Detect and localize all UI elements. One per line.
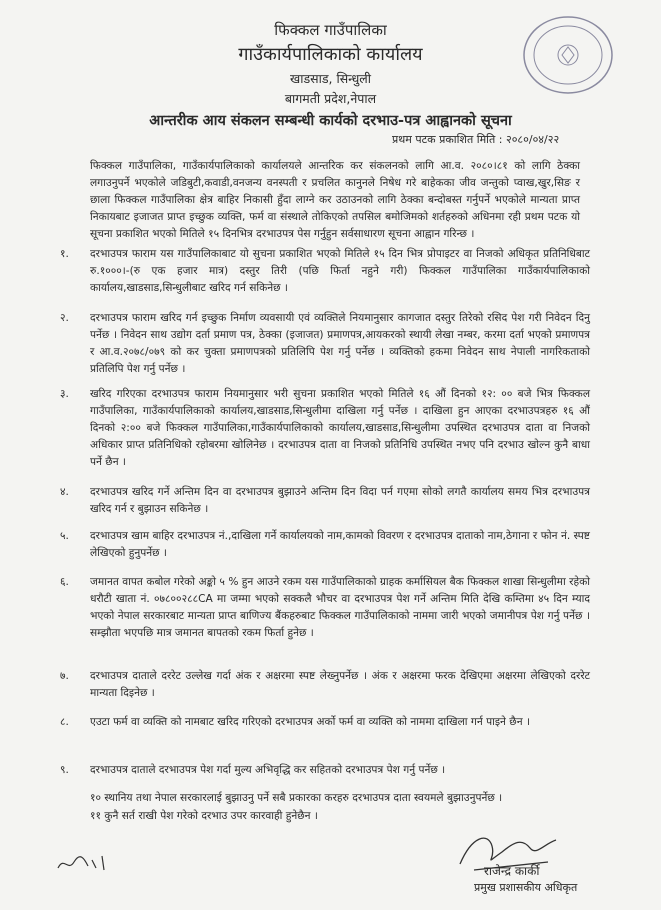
item-text: दरभाउपत्र फाराम यस गाउँपालिकाबाट यो सुचना प्रकाशित भएको मितिले १५ दिन भित्र प्रोपाइटर वा निजको अधिकृत प्रतिनिधिबाट रु.१०००।-(रु एक हजार मात्र) दस्तुर तिरी (पछि फिर्ता नहुने गरी) फिक्कल गाउँपालिका गाउँकार्यपालिकाको कार्यालय,खाडसाड,सिन्धुलीबाट खरिद गर्न सकिनेछ । (90, 248, 590, 294)
item-text: खरिद गरिएका दरभाउपत्र फाराम नियमानुसार भरी सुचना प्रकाशित भएको मितिले १६ औं दिनको १२: ०० बजे भित्र फिक्कल गाउँपालिका, गाउँकार्यपालिकाको कार्यालय,खाडसाड,सिन्धुलीमा दाखिला गर्नु पर्नेछ । दाखिला हुन आएका दरभाउपत्रहरु १६ औं दिनको २:०० बजे फिक्कल गाउँपालिका,गाउँकार्यपालिकाको कार्यालय,खाडसाड,सिन्धुलीमा उपस्थित दरभाउपत्र दाता वा निजको अधिकार प्राप्त प्रतिनिधिको रहोबरमा खोलिनेछ । दरभाउपत्र दाता वा निजको प्रतिनिधि उपस्थित नभए पनि दरभाउ खोल्न कुनै बाधा पर्ने छैन । (90, 388, 590, 468)
office-name: गाउँकार्यपालिकाको कार्यालय (238, 44, 423, 65)
condition-item-5 (60, 528, 590, 562)
municipality-name: फिक्कल गाउँपालिका (274, 21, 387, 39)
item-number: १. (60, 248, 69, 260)
item-number: ३. (60, 388, 69, 400)
province-name: बागमती प्रदेश,नेपाल (284, 91, 377, 106)
item-text: जमानत वापत कबोल गरेको अङ्को ५ % हुन आउने रकम यस गाउँपालिकाको ग्राहक कर्मासियल बैक फिक्कल शाखा सिन्धुलीमा रहेको धरौटी खाता नं. ०७८००२८८CA मा जम्मा भएको सक्कलै भौचर वा दरभाउपत्र पेश गर्ने अन्तिम मिति देखि कम्तिमा ४५ दिन म्याद भएको नेपाल सरकारबाट मान्यता प्राप्त बाणिज्य बैंकहरुबाट फिक्कल गाउँपालिकाको नाममा जारी भएको जमानीपत्र पेश गर्नु पर्नेछ । सम्झौता भएपछि मात्र जमानत बापतको रकम फिर्ता हुनेछ । (90, 576, 590, 639)
condition-item-1 (60, 246, 590, 297)
condition-item-3 (60, 386, 590, 471)
intro-paragraph: फिक्कल गाउँपालिका, गाउँकार्यपालिकाको कार्यालयले आन्तरिक कर संकलनको लागि आ.व. २०८०।८१ को लागि ठेक्का लगाउनुपर्ने भएकोले जडिबुटी,कवाडी,वनजन्य वनस्पती र प्रचलित कानुनले निषेध गरे बाहेकका जीव जन्तुको प्वाख,खुर,सिङ र छाला फिक्कल गाउँपालिका क्षेत्र बाहिर निकासी हुँदा लाग्ने कर उठाउनको लागि ठेक्का बन्दोबस्त गर्नुपर्ने भएकोले मान्यता प्राप्त निकायबाट इजाजत प्राप्त इच्छुक व्यक्ति, फर्म वा संस्थाले तोकिएको तपसिल बमोजिमको शर्तहरुको अधिनमा रही प्रथम पटक यो सूचना प्रकाशित भएको मितिले १५ दिनभित्र दरभाउपत्र पेस गर्नुहुन सर्वसाधारण सूचना आह्वान गरिन्छ । (90, 160, 580, 240)
item-number: २. (60, 312, 69, 324)
item-text: दरभाउपत्र दाताले दररेट उल्लेख गर्दा अंक र अक्षरमा स्पष्ट लेख्नुपर्नेछ । अंक र अक्षरमा फरक देखिएमा अक्षरमा लेखिएको दररेट मान्यता दिइनेछ । (90, 670, 590, 699)
condition-item-7 (60, 668, 590, 702)
office-address: खाडसाड, सिन्धुली (289, 71, 372, 86)
condition-item-10: १० स्थानिय तथा नेपाल सरकारलाई बुझाउनु पर्ने सबै प्रकारका करहरु दरभाउपत्र दाता स्वयमले बुझाउनुपर्नेछ । (90, 792, 503, 804)
item-number: ५. (60, 530, 69, 542)
item-text: दरभाउपत्र फाराम खरिद गर्न इच्छुक निर्माण व्यवसायी एवं व्यक्तिले नियमानुसार कागजात दस्तुर तिरेको रसिद पेश गरी निवेदन दिनु पर्नेछ । निवेदन साथ उद्योग दर्ता प्रमाण पत्र, ठेक्का (इजाजत) प्रमाणपत्र,आयकरको स्थायी लेखा नम्बर, करमा दर्ता भएको प्रमाणपत्र र आ.व.२०७८/०७९ को कर चुक्ता प्रमाणपत्रको प्रतिलिपि पेश गर्नु पर्नेछ । व्यक्तिको हकमा निवेदन साथ नेपाली नागरिकताको प्रतिलिपि पेश गर्नु पर्नेछ । (90, 312, 590, 375)
item-number: ४. (60, 486, 69, 498)
condition-item-8 (60, 714, 590, 731)
item-text: दरभाउपत्र खरिद गर्ने अन्तिम दिन वा दरभाउपत्र बुझाउने अन्तिम दिन विदा पर्न गएमा सोको लगतै कार्यालय समय भित्र दरभाउपत्र खरिद गर्न र बुझाउन सकिनेछ । (90, 486, 590, 515)
condition-item-9 (60, 762, 590, 779)
item-text: दरभाउपत्र दाताले दरभाउपत्र पेश गर्दा मुल्य अभिवृद्धि कर सहितको दरभाउपत्र पेश गर्नु पर्नेछ । (90, 764, 446, 776)
item-number: ६. (60, 576, 69, 588)
publish-date: प्रथम पटक प्रकाशित मिति : २०८०/०४/२२ (392, 133, 560, 146)
item-number: ८. (60, 716, 69, 728)
condition-item-11: ११ कुनै सर्त राखी पेश गरेको दरभाउ उपर कारवाही हुनेछैन । (90, 810, 318, 822)
signatory-title: प्रमुख प्रशासकीय अधिकृत (474, 881, 578, 894)
item-number: ९. (60, 764, 69, 776)
item-text: एउटा फर्म वा व्यक्ति को नामबाट खरिद गरिएको दरभाउपत्र अर्को फर्म वा व्यक्ति को नाममा दाखिला गर्न पाइने छैन । (90, 716, 530, 728)
notice-title: आन्तरीक आय संकलन सम्बन्धी कार्यको दरभाउ-पत्र आह्वानको सूचना (149, 113, 512, 129)
handwritten-initials (54, 848, 114, 876)
condition-item-6 (60, 574, 590, 642)
condition-item-2 (60, 310, 590, 378)
item-number: ७. (60, 670, 69, 682)
item-text: दरभाउपत्र खाम बाहिर दरभाउपत्र नं.,दाखिला गर्ने कार्यालयको नाम,कामको विवरण र दरभाउपत्र दाताको नाम,ठेगाना र फोन नं. स्पष्ट लेखिएको हुनुपर्नेछ । (90, 530, 590, 559)
signatory-name: राजेन्द्र कार्की (484, 864, 540, 878)
condition-item-4 (60, 484, 590, 518)
